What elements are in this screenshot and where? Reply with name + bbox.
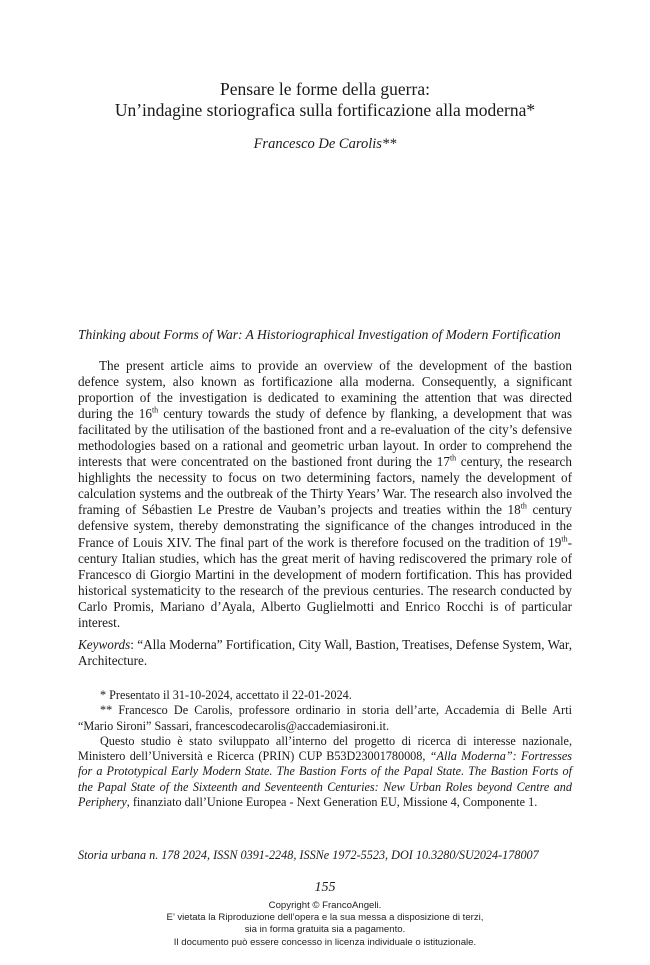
- footnotes: [78, 688, 572, 810]
- copyright-notice: [0, 900, 650, 949]
- keywords: [78, 637, 572, 669]
- article-title-line-1: Pensare le forme della guerra:: [220, 79, 430, 99]
- footnote-received: * Presentato il 31-10-2024, accettato il 22-01-2024.: [100, 688, 352, 702]
- copyright-line-4: Il documento può essere concesso in licenza individuale o istituzionale.: [173, 936, 477, 948]
- copyright-line-3: sia in forma gratuita sia a pagamento.: [244, 924, 406, 936]
- footnote-funding: Questo studio è stato sviluppato all’interno del progetto di ricerca di interesse nazionale, Ministero dell’Università e Ricerca (PRIN) CUP B53D23001780008, “Alla Moderna”: Fortresses for a Prototypical Early Modern State. The Bastion Forts of the Papal State. The Bastion Forts of the Papal State of the Sixteenth and Seventeenth Centuries: New Urban Roles beyond Centre and Periphery, finanziato dall’Unione Europea - Next Generation EU, Missione 4, Componente 1.: [78, 733, 572, 810]
- article-author: Francesco De Carolis**: [253, 136, 397, 152]
- abstract-paragraph: The present article aims to provide an overview of the development of the bastion defence system, also known as fortificazione alla moderna. Consequently, a significant proportion of the investigation is dedicated to examining the attention that was directed during the 16th century towards the study of defence by flanking, a development that was facilitated by the utilisation of the bastioned front and a re-evaluation of the city’s defensive methodologies based on a rational and geometric urban layout. In order to comprehend the interests that were concentrated on the bastioned front during the 17th century, the research highlights the necessity to focus on two determining factors, namely the development of calculation systems and the outbreak of the Thirty Years’ War. The research also involved the framing of Sébastien Le Prestre de Vauban’s projects and treaties within the 18th century defensive system, thereby demonstrating the significance of the changes introduced in the France of Louis XIV. The final part of the work is therefore focused on the tradition of 19th-century Italian studies, which has the great merit of having rediscovered the primary role of Francesco di Giorgio Martini in the development of modern fortification. This has provided historical systematicity to the research of the previous centuries. The research conducted by Carlo Promis, Mariano d’Ayala, Alberto Guglielmotti and Enrico Rocchi is of particular interest.: [78, 358, 573, 630]
- keywords-list: : “Alla Moderna” Fortification, City Wall, Bastion, Treatises, Defense System, War, Architecture.: [78, 637, 572, 669]
- page-number: 155: [314, 880, 336, 895]
- english-title: Thinking about Forms of War: A Historiographical Investigation of Modern Fortification: [78, 327, 561, 342]
- copyright-line-2: E’ vietata la Riproduzione dell’opera e la sua messa a disposizione di terzi,: [166, 912, 484, 924]
- copyright-line-1: Copyright © FrancoAngeli.: [268, 900, 382, 911]
- article-title-line-2: Un’indagine storiografica sulla fortificazione alla moderna*: [114, 100, 536, 120]
- footnote-author: ** Francesco De Carolis, professore ordinario in storia dell’arte, Accademia di Belle Arti “Mario Sironi” Sassari, francescodecarolis@accademiasironi.it.: [78, 703, 572, 733]
- journal-citation: Storia urbana n. 178 2024, ISSN 0391-2248, ISSNe 1972-5523, DOI 10.3280/SU2024-178007: [78, 848, 539, 862]
- keywords-label: Keywords: [78, 637, 131, 652]
